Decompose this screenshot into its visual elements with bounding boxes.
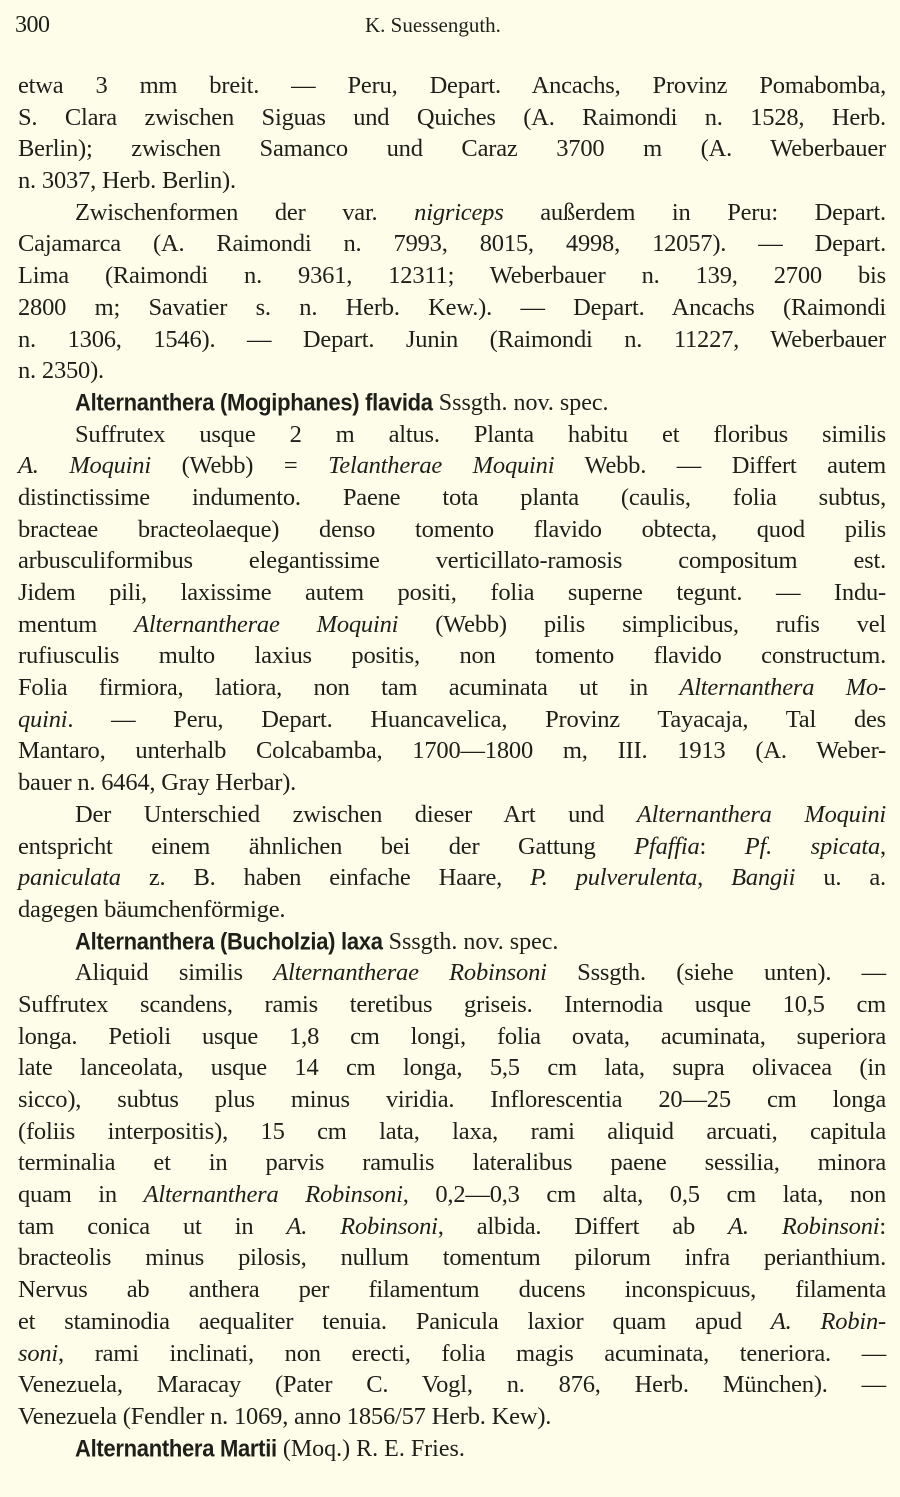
species-name: Alternanthera (Bucholzia) laxa — [75, 927, 383, 955]
text-line: bracteolis minus pilosis, nullum tomentum pilorum infra perianthium. — [18, 1244, 886, 1272]
text-line: longa. Petioli usque 1,8 cm longi, folia ovata, acuminata, superiora — [18, 1022, 886, 1050]
text-line: soni, rami inclinati, non erecti, folia magis acuminata, teneriora. — — [18, 1339, 886, 1367]
text-line: late lanceolata, usque 14 cm longa, 5,5 cm lata, supra olivacea (in — [18, 1054, 886, 1082]
species-heading-laxa — [18, 926, 886, 958]
text-line: Cajamarca (A. Raimondi n. 7993, 8015, 4998, 12057). — Depart. — [18, 230, 886, 258]
taxon-italic: Bangii — [731, 864, 796, 892]
taxon-italic: A. Robinsoni — [728, 1212, 880, 1240]
text-line: Zwischenformen der var. nigriceps außerdem in Peru: Depart. — [75, 198, 886, 226]
species-name: Alternanthera Martii — [75, 1434, 277, 1462]
species-name: Alternanthera (Mogiphanes) flavida — [75, 388, 433, 417]
text-line: tam conica ut in A. Robinsoni, albida. Differt ab A. Robinsoni: — [18, 1212, 886, 1240]
taxon-italic: P. pulverulenta — [530, 864, 698, 892]
text-line: n. 2350). — [18, 357, 104, 385]
text-line: A. Moquini (Webb) = Telantherae Moquini Webb. — Differt autem — [18, 452, 887, 480]
text-line: 2800 m; Savatier s. n. Herb. Kew.). — Depart. Ancachs (Raimondi — [18, 293, 886, 321]
text-line: paniculata z. B. haben einfache Haare, P. pulverulenta, Bangii u. a. — [18, 864, 886, 892]
page-number: 300 — [15, 12, 50, 38]
taxon-italic: nigriceps — [414, 198, 504, 226]
text-line: n. 3037, Herb. Berlin). — [18, 167, 236, 195]
species-heading-martii — [18, 1433, 886, 1465]
species-authority: Sssgth. nov. spec. — [388, 928, 559, 955]
text-line: Jidem pili, laxissime autem positi, folia superne tegunt. — Indu- — [18, 579, 886, 606]
paragraph-laxa-description — [18, 957, 886, 1432]
text-line: rufiusculis multo laxius positis, non tomento flavido constructum. — [18, 642, 886, 670]
taxon-italic: A. Moquini — [18, 452, 151, 480]
text-line: distinctissime indumento. Paene tota planta (caulis, folia subtus, — [18, 483, 886, 511]
text-line: Berlin); zwischen Samanco und Caraz 3700 m (A. Weberbauer — [18, 135, 886, 163]
paragraph-unterschied — [18, 799, 886, 926]
text-line: Mantaro, unterhalb Colcabamba, 1700—1800 m, III. 1913 (A. Weber- — [18, 737, 886, 765]
species-authority: (Moq.) R. E. Fries. — [282, 1435, 465, 1462]
text-line: mentum Alternantherae Moquini (Webb) pilis simplicibus, rufis vel — [18, 610, 886, 638]
text-line: Suffrutex scandens, ramis teretibus griseis. Internodia usque 10,5 cm — [18, 990, 886, 1018]
running-head: K. Suessenguth. — [365, 13, 501, 37]
text-line: Der Unterschied zwischen dieser Art und Alternanthera Moquini — [75, 800, 886, 828]
text-line: bracteae bracteolaeque) denso tomento flavido obtecta, quod pilis — [18, 515, 886, 543]
text-line: (foliis interpositis), 15 cm lata, laxa, rami aliquid arcuati, capitula — [18, 1117, 886, 1145]
taxon-italic: Alternanthera Moquini — [636, 800, 886, 828]
text-line: dagegen bäumchenförmige. — [18, 895, 286, 923]
paragraph-zwischenformen — [18, 197, 886, 387]
taxon-italic: Pfaffia — [634, 832, 700, 860]
taxon-italic: Alternanthera Mo- — [679, 674, 886, 702]
text-line: n. 1306, 1546). — Depart. Junin (Raimondi n. 11227, Weberbauer — [18, 325, 886, 353]
paragraph-flavida-description — [18, 419, 886, 799]
taxon-italic: soni — [18, 1339, 59, 1367]
taxon-italic: paniculata — [18, 864, 121, 892]
text-line: S. Clara zwischen Siguas und Quiches (A. Raimondi n. 1528, Herb. — [18, 103, 886, 131]
body-text — [18, 70, 886, 1464]
text-line: terminalia et in parvis ramulis lateralibus paene sessilia, minora — [18, 1149, 886, 1177]
taxon-italic: A. Robin- — [770, 1307, 886, 1335]
text-line: Venezuela, Maracay (Pater C. Vogl, n. 876, Herb. München). — — [18, 1371, 886, 1399]
taxon-italic: Alternantherae Robinsoni — [273, 959, 547, 987]
page-header — [0, 0, 900, 60]
text-line: quini. — Peru, Depart. Huancavelica, Provinz Tayacaja, Tal des — [18, 705, 886, 733]
taxon-italic: Alternantherae Moquini — [134, 610, 399, 638]
taxon-italic: A. Robinsoni — [286, 1212, 438, 1240]
text-line: sicco), subtus plus minus viridia. Inflorescentia 20—25 cm longa — [18, 1086, 886, 1113]
text-line: Venezuela (Fendler n. 1069, anno 1856/57 Herb. Kew). — [18, 1402, 552, 1430]
text-line: entspricht einem ähnlichen bei der Gattung Pfaffia: Pf. spicata, — [18, 832, 886, 860]
text-line: etwa 3 mm breit. — Peru, Depart. Ancachs, Provinz Pomabomba, — [18, 72, 886, 99]
text-line: Lima (Raimondi n. 9361, 12311; Weberbauer n. 139, 2700 bis — [18, 262, 886, 290]
text-line: Folia firmiora, latiora, non tam acuminata ut in Alternanthera Mo- — [18, 674, 886, 702]
text-line: Suffrutex usque 2 m altus. Planta habitu et floribus similis — [75, 420, 886, 448]
text-line: quam in Alternanthera Robinsoni, 0,2—0,3 cm alta, 0,5 cm lata, non — [18, 1181, 887, 1209]
text-line: arbusculiformibus elegantissime verticillato-ramosis compositum est. — [18, 547, 886, 575]
species-heading-flavida — [18, 387, 886, 419]
text-line: Nervus ab anthera per filamentum ducens inconspicuus, filamenta — [18, 1276, 886, 1304]
paragraph-peru-localities — [18, 70, 886, 197]
taxon-italic: quini — [18, 705, 68, 733]
taxon-italic: Pf. spicata — [744, 832, 881, 860]
species-authority: Sssgth. nov. spec. — [438, 389, 609, 416]
taxon-italic: Alternanthera Robinsoni — [143, 1181, 403, 1209]
taxon-italic: Telantherae Moquini — [328, 452, 555, 480]
text-line: bauer n. 6464, Gray Herbar). — [18, 769, 297, 797]
text-line: Aliquid similis Alternantherae Robinsoni Sssgth. (siehe unten). — — [75, 959, 886, 987]
text-line: et staminodia aequaliter tenuia. Panicula laxior quam apud A. Robin- — [18, 1307, 886, 1335]
